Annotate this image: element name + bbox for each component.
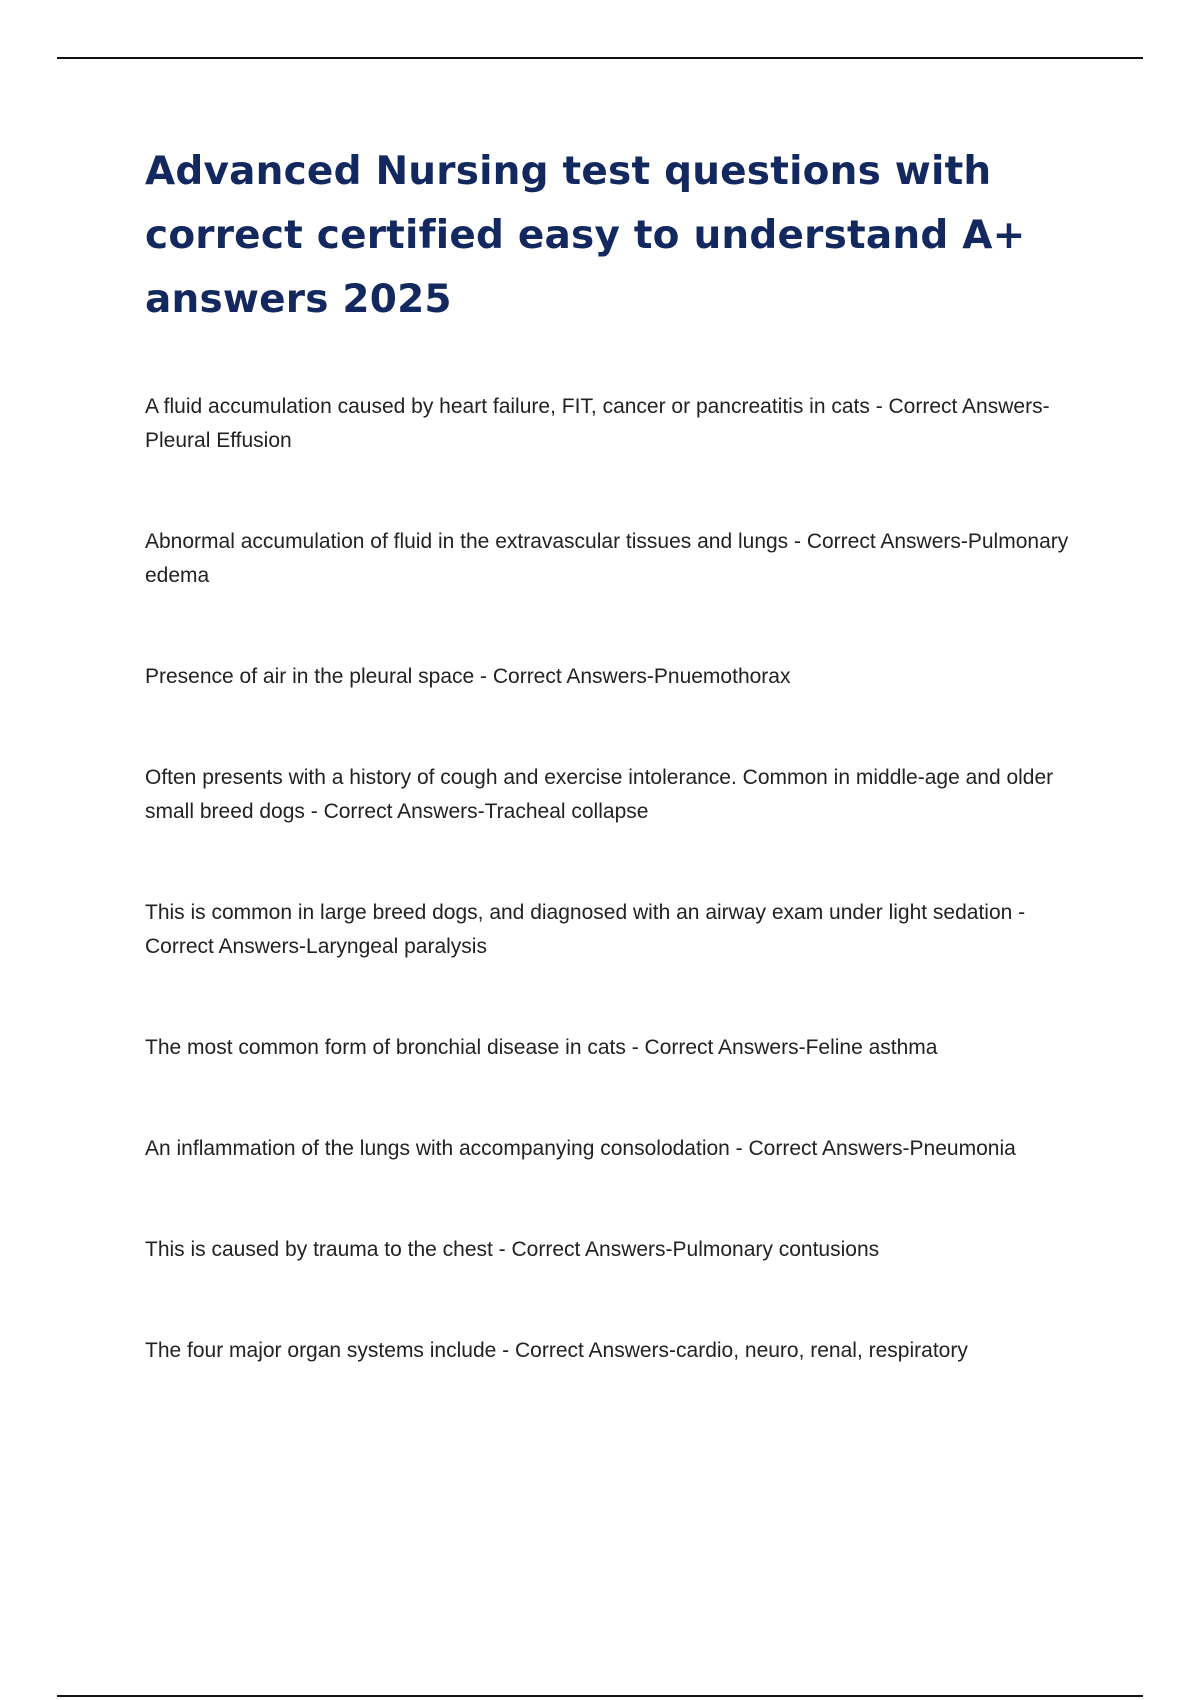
qa-item: This is caused by trauma to the chest - Correct Answers-Pulmonary contusions (145, 1238, 880, 1261)
document-title: Advanced Nursing test questions with correct certified easy to understand A+ answers 2025 (145, 149, 1026, 322)
qa-item: A fluid accumulation caused by heart failure, FIT, cancer or pancreatitis in cats - Correct Answers-Pleural Effusion (145, 395, 1050, 452)
qa-item: The most common form of bronchial disease in cats - Correct Answers-Feline asthma (145, 1036, 938, 1059)
qa-item: Presence of air in the pleural space - Correct Answers-Pnuemothorax (145, 665, 791, 688)
qa-list (145, 390, 1085, 1435)
qa-item: Abnormal accumulation of fluid in the extravascular tissues and lungs - Correct Answers-Pulmonary edema (145, 530, 1069, 587)
bottom-rule (57, 1695, 1143, 1697)
qa-item: An inflammation of the lungs with accompanying consolodation - Correct Answers-Pneumonia (145, 1137, 1016, 1160)
qa-item: The four major organ systems include - Correct Answers-cardio, neuro, renal, respiratory (145, 1339, 968, 1362)
top-rule (57, 57, 1143, 59)
qa-item: This is common in large breed dogs, and diagnosed with an airway exam under light sedation - Correct Answers-Laryngeal paralysis (145, 901, 1026, 958)
qa-item: Often presents with a history of cough and exercise intolerance. Common in middle-age and older small breed dogs - Correct Answers-Tracheal collapse (145, 766, 1054, 823)
